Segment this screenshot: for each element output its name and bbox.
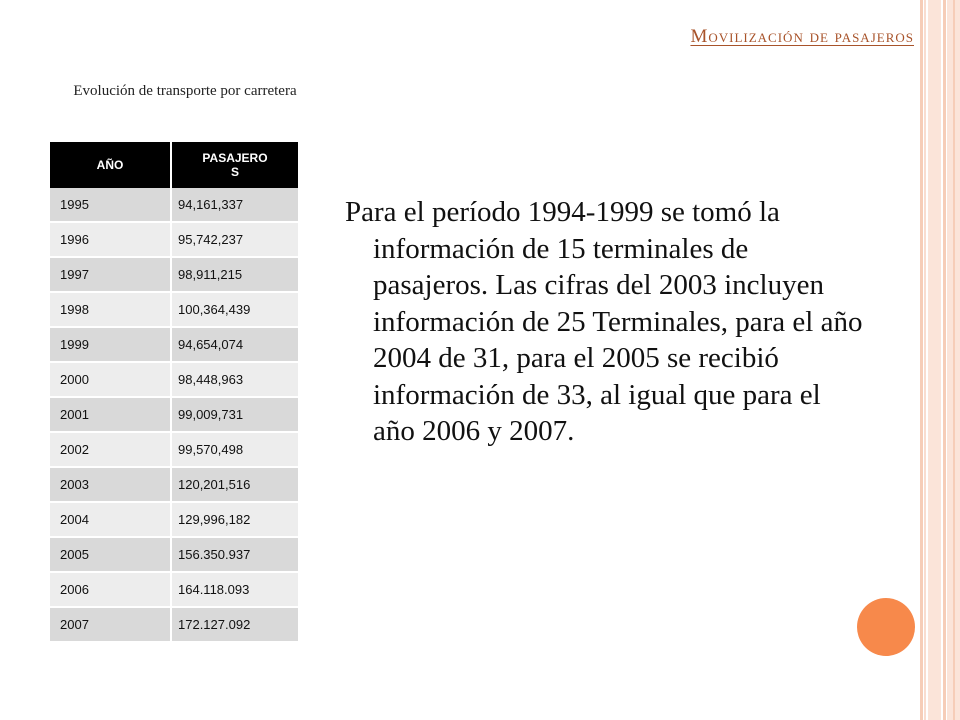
year-cell: 2005	[50, 537, 171, 572]
year-cell: 2006	[50, 572, 171, 607]
year-cell: 1999	[50, 327, 171, 362]
table-row	[50, 502, 298, 537]
year-cell: 2001	[50, 397, 171, 432]
table-row	[50, 432, 298, 467]
year-cell: 2002	[50, 432, 171, 467]
year-cell: 1996	[50, 222, 171, 257]
decorative-stripe	[943, 0, 946, 720]
table-header-row	[50, 142, 298, 188]
table-row	[50, 397, 298, 432]
passengers-cell: 94,654,074	[171, 327, 298, 362]
passengers-cell: 156.350.937	[171, 537, 298, 572]
passengers-cell: 100,364,439	[171, 292, 298, 327]
passengers-cell: 99,009,731	[171, 397, 298, 432]
passengers-cell: 99,570,498	[171, 432, 298, 467]
passengers-cell: 95,742,237	[171, 222, 298, 257]
table-row	[50, 607, 298, 642]
table-body	[50, 188, 298, 642]
passenger-table	[50, 142, 298, 643]
year-cell: 2007	[50, 607, 171, 642]
passengers-cell: 98,448,963	[171, 362, 298, 397]
column-header-year: AÑO	[50, 142, 171, 188]
table-row	[50, 327, 298, 362]
passengers-cell: 172.127.092	[171, 607, 298, 642]
year-cell: 2000	[50, 362, 171, 397]
passengers-cell: 120,201,516	[171, 467, 298, 502]
year-cell: 2004	[50, 502, 171, 537]
decorative-circle	[857, 598, 915, 656]
passengers-cell: 94,161,337	[171, 188, 298, 222]
table-row	[50, 537, 298, 572]
year-cell: 2003	[50, 467, 171, 502]
table-row	[50, 292, 298, 327]
column-header-passengers: PASAJERO S	[171, 142, 298, 188]
decorative-stripe	[920, 0, 923, 720]
year-cell: 1997	[50, 257, 171, 292]
decorative-stripe	[924, 0, 926, 720]
decorative-stripe	[953, 0, 955, 720]
passengers-cell: 98,911,215	[171, 257, 298, 292]
table-row	[50, 362, 298, 397]
year-cell: 1998	[50, 292, 171, 327]
table-row	[50, 257, 298, 292]
slide-title: Movilización de pasajeros	[690, 26, 914, 47]
year-cell: 1995	[50, 188, 171, 222]
passengers-cell: 129,996,182	[171, 502, 298, 537]
decorative-stripe	[928, 0, 941, 720]
table-row	[50, 572, 298, 607]
table-row	[50, 467, 298, 502]
table-row	[50, 222, 298, 257]
table-caption: Evolución de transporte por carretera	[73, 83, 297, 99]
passengers-cell: 164.118.093	[171, 572, 298, 607]
body-paragraph: Para el período 1994-1999 se tomó la información de 15 terminales de pasajeros. Las cifras del 2003 incluyen información de 25 Terminales, para el año 2004 de 31, para el 2005 se recibió información de 33, al igual que para el año 2006 y 2007.	[345, 196, 863, 447]
table-row	[50, 188, 298, 222]
body-text	[345, 194, 865, 450]
